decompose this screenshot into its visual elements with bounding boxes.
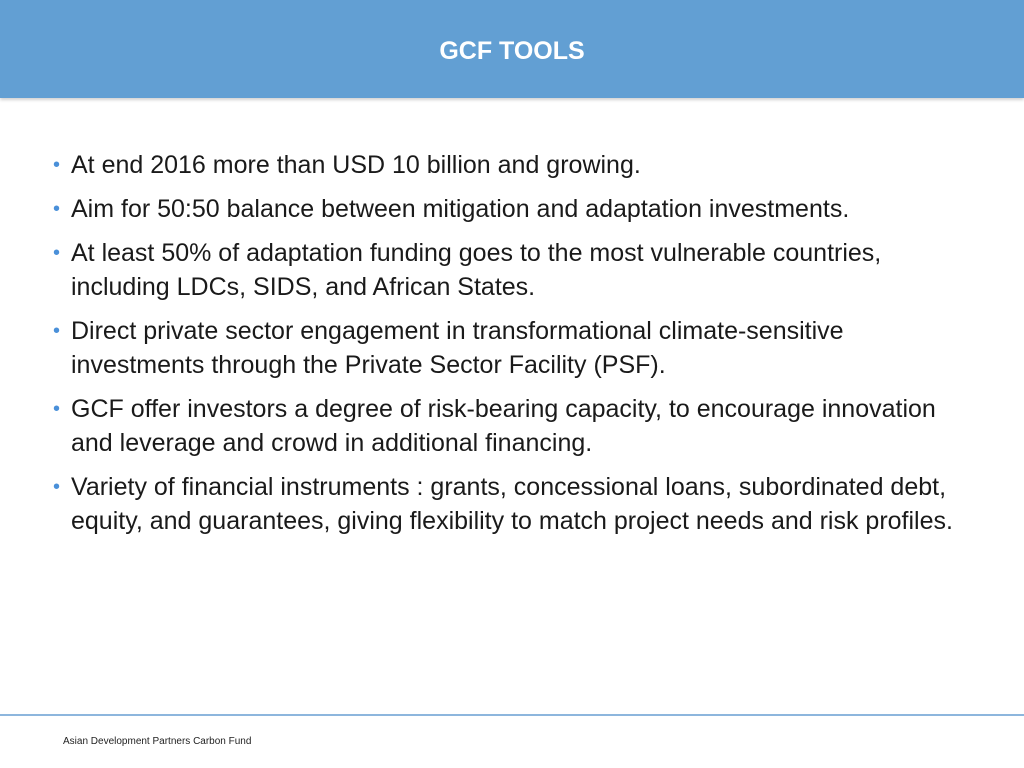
footer-text: Asian Development Partners Carbon Fund bbox=[63, 736, 252, 747]
header-bar bbox=[0, 0, 1024, 98]
bullet-dot-icon: • bbox=[53, 242, 61, 264]
bullet-item bbox=[50, 148, 980, 182]
footer-divider bbox=[0, 714, 1024, 716]
bullet-text: Direct private sector engagement in transformational climate-sensitive investments through the Private Sector Facility (PSF). bbox=[71, 317, 844, 379]
bullet-item bbox=[50, 392, 980, 460]
bullet-text: Aim for 50:50 balance between mitigation and adaptation investments. bbox=[71, 195, 850, 223]
bullet-text: GCF offer investors a degree of risk-bearing capacity, to encourage innovation and leverage and crowd in additional financing. bbox=[71, 395, 936, 457]
bullet-item bbox=[50, 470, 980, 538]
bullet-dot-icon: • bbox=[53, 320, 61, 342]
bullet-list bbox=[50, 148, 980, 548]
bullet-dot-icon: • bbox=[53, 398, 61, 420]
bullet-dot-icon: • bbox=[53, 476, 61, 498]
bullet-item bbox=[50, 314, 980, 382]
bullet-item bbox=[50, 192, 980, 226]
bullet-dot-icon: • bbox=[53, 198, 61, 220]
bullet-text: At end 2016 more than USD 10 billion and growing. bbox=[71, 151, 641, 179]
bullet-dot-icon: • bbox=[53, 154, 61, 176]
bullet-text: At least 50% of adaptation funding goes to the most vulnerable countries, including LDCs, SIDS, and African States. bbox=[71, 239, 882, 301]
bullet-item bbox=[50, 236, 980, 304]
bullet-text: Variety of financial instruments : grants, concessional loans, subordinated debt, equity, and guarantees, giving flexibility to match project needs and risk profiles. bbox=[71, 473, 953, 535]
slide-title: GCF TOOLS bbox=[439, 37, 585, 65]
